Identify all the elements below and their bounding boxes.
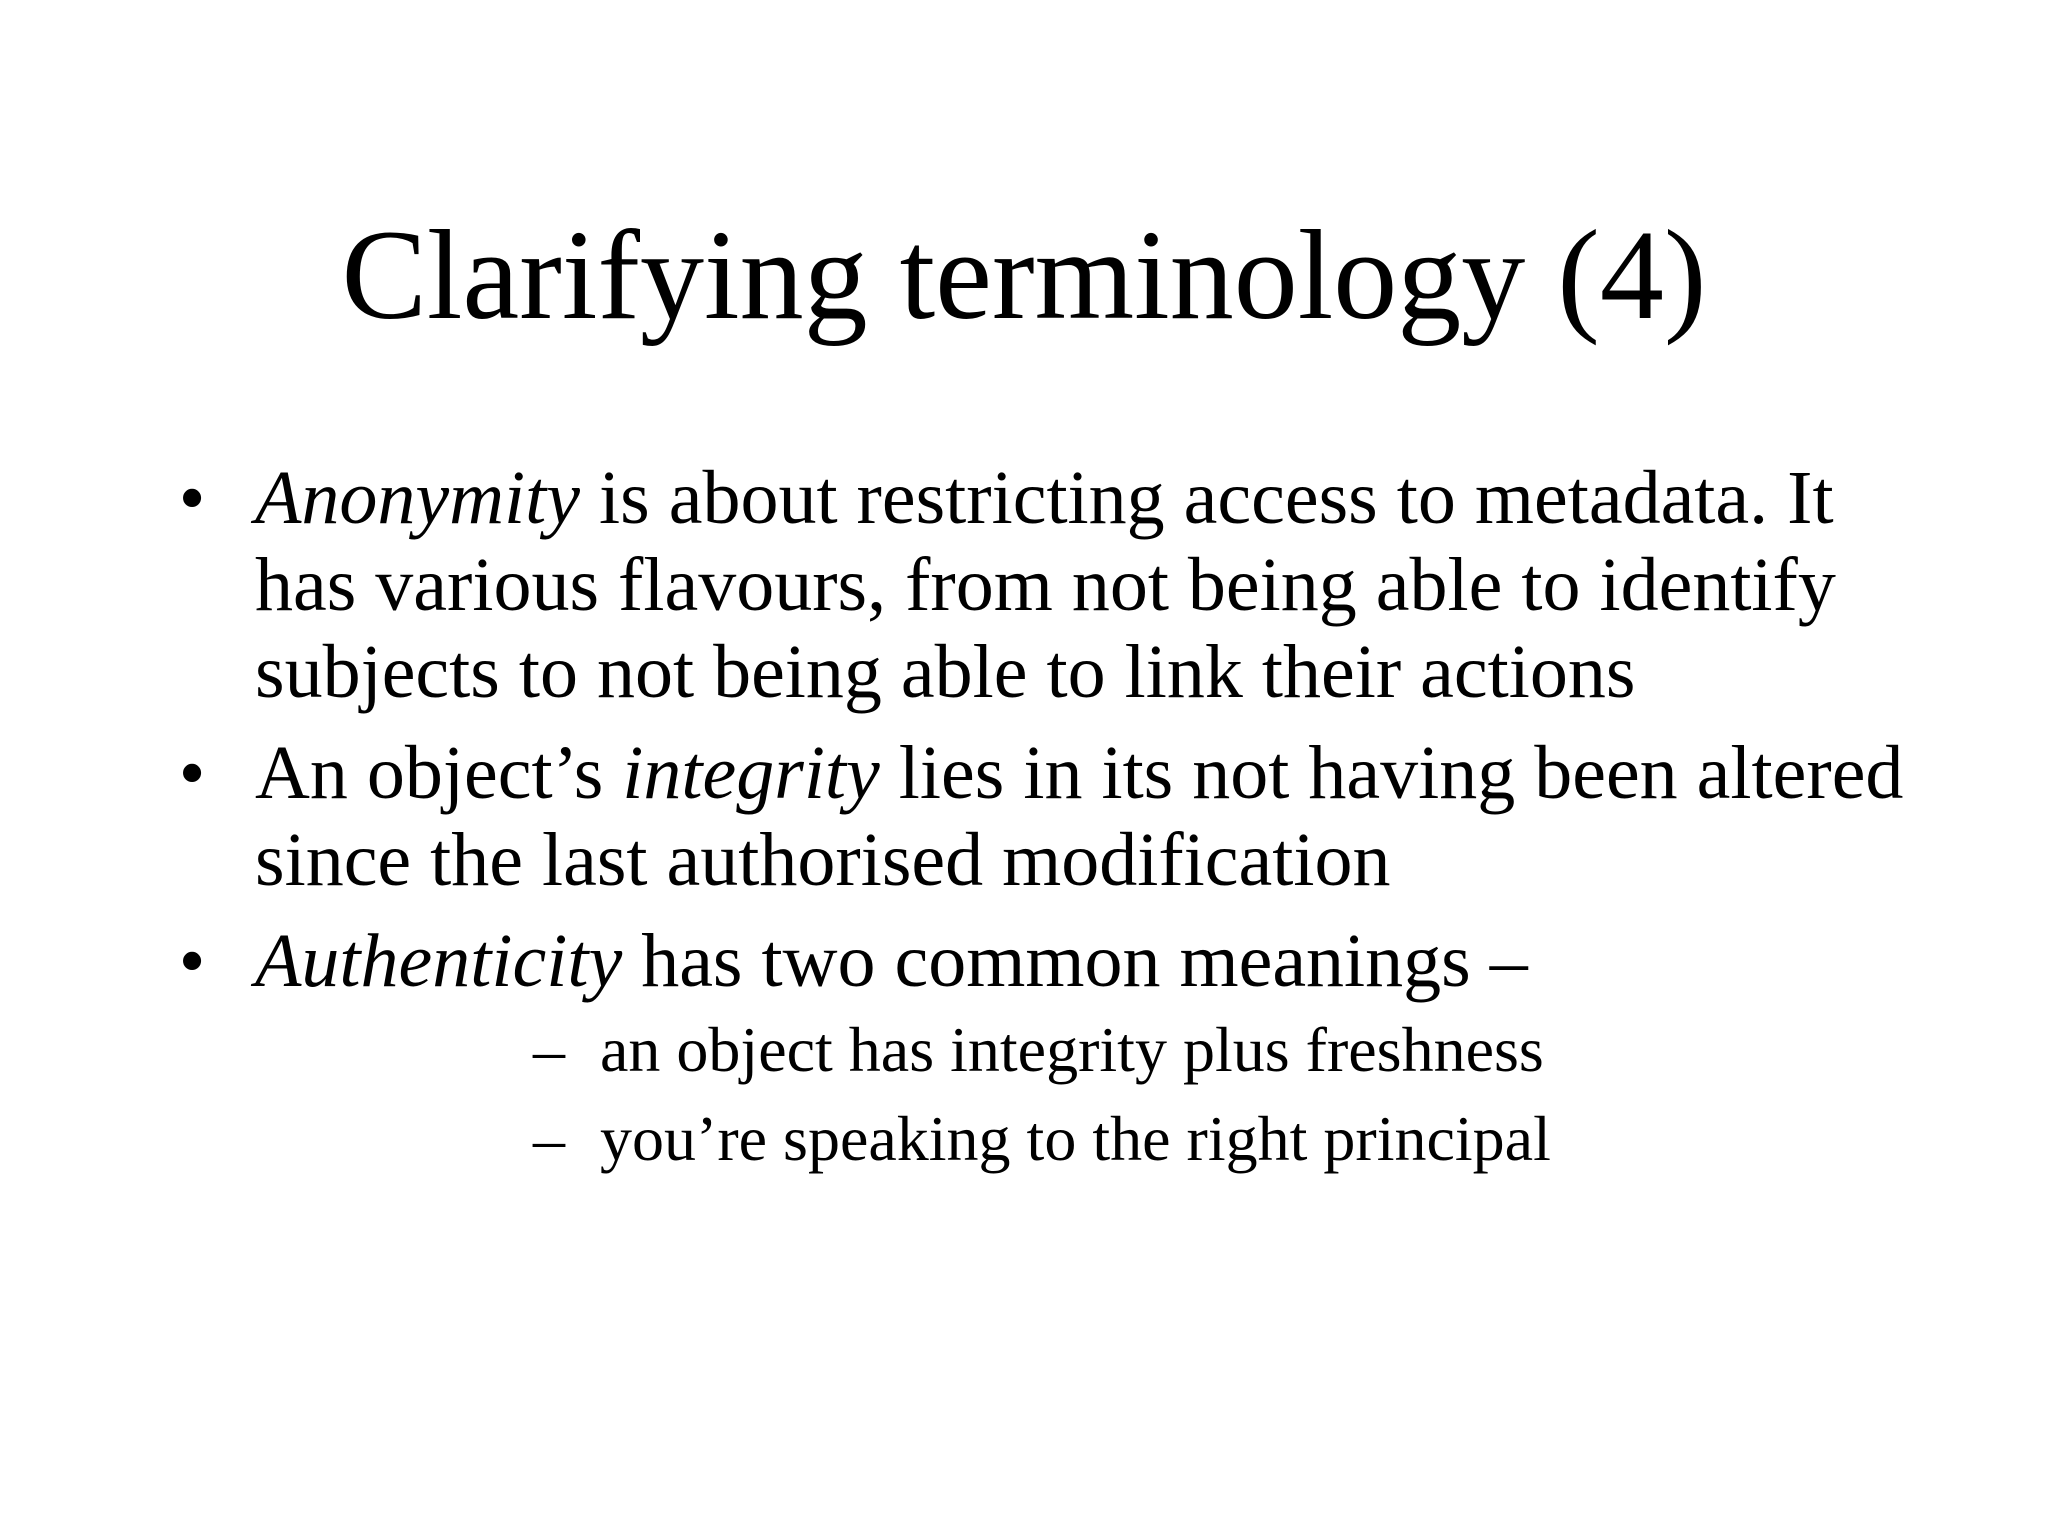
bullet-icon: • <box>178 919 206 1003</box>
dash-icon: – <box>533 1014 565 1085</box>
sub-bullet-freshness <box>255 1005 1928 1094</box>
bullet-text-before: An object’s <box>255 731 623 815</box>
bullet-text: has two common meanings – <box>622 919 1528 1003</box>
term-integrity: integrity <box>622 731 880 815</box>
term-anonymity: Anonymity <box>255 456 581 540</box>
bullet-icon: • <box>178 456 206 540</box>
dash-icon: – <box>533 1103 565 1174</box>
sub-bullet-text: an object has integrity plus freshness <box>600 1014 1544 1085</box>
bullet-text-after: lies in its not having been altered since the last authorised modification <box>255 731 1904 902</box>
slide-title: Clarifying terminology (4) <box>341 204 1707 346</box>
term-authenticity: Authenticity <box>255 919 623 1003</box>
sub-bullet-text: you’re speaking to the right principal <box>600 1103 1551 1174</box>
sub-bullet-list <box>255 1005 1928 1183</box>
sub-bullet-principal <box>255 1094 1928 1183</box>
bullet-authenticity <box>0 918 2048 1183</box>
bullet-icon: • <box>178 731 206 815</box>
bullet-text: is about restricting access to metadata. It has various flavours, from not being able to identify subjects to not being able to link their actions <box>255 456 1836 714</box>
bullet-anonymity <box>0 455 2048 716</box>
bullet-integrity <box>0 730 2048 904</box>
bullet-list <box>0 455 2048 1197</box>
